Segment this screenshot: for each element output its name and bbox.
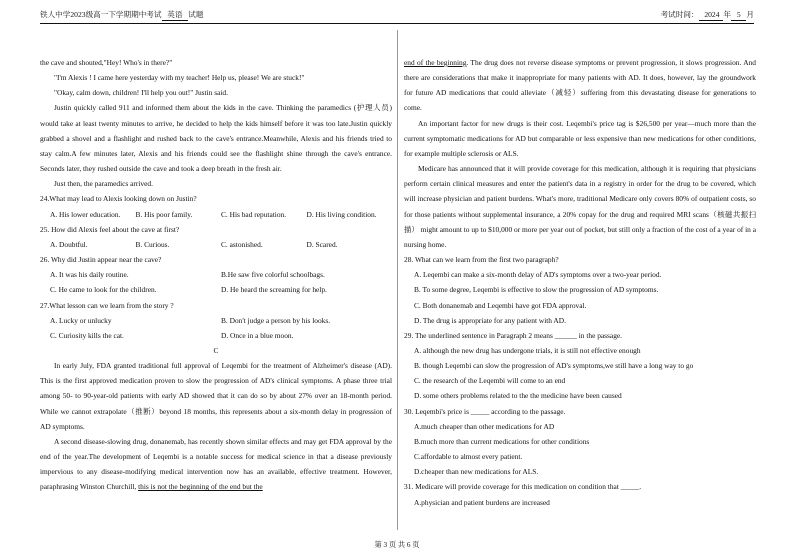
- page-header: [40, 8, 754, 22]
- column-divider: [397, 30, 398, 530]
- passage-text: . The drug does not reverse disease symptoms or prevent progression, it slows progression. And there are considerations that make it inappropriate for many patients with AD. It does, however, lay the groundwork for future AD medications that could alleviate（减轻）suffering from this devastating disease for generations to come.: [404, 58, 756, 113]
- question-29: 29. The underlined sentence in Paragraph 2 means ______ in the passage.: [404, 330, 623, 340]
- question-24-options: [40, 207, 392, 222]
- year-blank: [699, 10, 724, 21]
- exam-year: 2024: [704, 10, 720, 19]
- right-column: [404, 55, 756, 510]
- option: C. Curiosity kills the cat.: [50, 330, 124, 340]
- option: D. Scared.: [306, 239, 338, 249]
- exam-name: 级高一下学期期中考试: [85, 10, 162, 19]
- section-heading: C: [213, 345, 219, 355]
- story-line: "I'm Alexis ! I came here yesterday with my teacher! Help us, please! We are stuck!": [54, 73, 305, 83]
- header-exam-date: [661, 8, 754, 22]
- option: B. His poor family.: [135, 209, 193, 219]
- option: D. Once in a blue moon.: [221, 330, 294, 340]
- option: B. Curious.: [135, 239, 170, 249]
- question-26: 26. Why did Justin appear near the cave?: [40, 255, 162, 265]
- option: C. the research of the Leqembi will come to an end: [414, 376, 566, 386]
- option: C. He came to look for the children.: [50, 285, 157, 295]
- exam-month: 5: [736, 10, 741, 19]
- option: B. Don't judge a person by his looks.: [221, 315, 331, 325]
- school-name: 铁人中学: [40, 10, 71, 19]
- underlined-sentence-cont: end of the beginning: [404, 58, 467, 67]
- option: A. Lucky or unlucky: [50, 315, 112, 325]
- question-24: 24.What may lead to Alexis looking down on Justin?: [40, 194, 197, 204]
- option: C. Both donanemab and Leqembi have got FDA approval.: [414, 300, 587, 310]
- option: D. The drug is appropriate for any patient with AD.: [414, 315, 566, 325]
- page-number: 第 3 页 共 6 页: [374, 541, 420, 549]
- story-line: the cave and shouted,"Hey! Who's in there?": [40, 58, 173, 67]
- question-26-options-row2: [40, 282, 392, 297]
- question-27-options-row2: [40, 328, 392, 343]
- question-25-options: [40, 237, 392, 252]
- month-blank: [731, 10, 746, 21]
- option: B.He saw five colorful schoolbags.: [221, 270, 325, 280]
- story-line: "Okay, calm down, children! I'll help you out!" Justin said.: [54, 88, 228, 98]
- question-27-options-row1: [40, 313, 392, 328]
- option: A. Leqembi can make a six-month delay of AD's symptoms over a two-year period.: [414, 270, 662, 280]
- passage-paragraph-3: An important factor for new drugs is their cost. Leqembi's price tag is $26,500 per year—much more than the current symptomatic medications for AD but comparable or less expensive than new medications for other conditions, for example multiple sclerosis or ALS.: [404, 118, 756, 158]
- story-paragraph: Justin quickly called 911 and informed them about the kids in the cave. Thinking the paramedics (护理人员) would take at least twenty minutes to arrive, he decided to help the kids himself before it was too late.Justin quickly grabbed a shovel and a flashlight and rushed back to the cave's entrance.Meanwhile, Alexis and his friends tried to stay calm.A few minutes later, Alexis and his friends could see the flashlight shine through the cave's entrance. Seconds later, they rushed outside the cave and took a deep breath in the fresh air.: [40, 103, 392, 174]
- question-30: 30. Leqembi's price is _____ according to the passage.: [404, 406, 566, 416]
- subject: 英语: [167, 10, 183, 19]
- option: B.much more than current medications for other conditions: [414, 436, 590, 446]
- story-line: Just then, the paramedics arrived.: [54, 179, 153, 189]
- option: A. It was his daily routine.: [50, 270, 129, 280]
- option: A. His lower education.: [50, 209, 121, 219]
- question-31: 31. Medicare will provide coverage for this medication on condition that _____.: [404, 482, 642, 492]
- year-unit: 年: [723, 10, 732, 19]
- question-25: 25. How did Alexis feel about the cave at first?: [40, 224, 180, 234]
- passage-paragraph-1: In early July, FDA granted traditional full approval of Leqembi for the treatment of Alzheimer's disease (AD). This is the first approved medication proven to slow the progression of AD's clinical symptoms. A phase three trial among 50- to 90-year-old patients with early AD showed that it can do so by about 27% over an 18-month period. While we cannot extrapolate（推断）beyond 18 months, this represents about a six-month delay in progression of AD symptoms.: [40, 361, 392, 431]
- option: D. some others problems related to the the medicine have been caused: [414, 391, 622, 401]
- option: D. He heard the screaming for help.: [221, 285, 327, 295]
- question-26-options-row1: [40, 267, 392, 282]
- option: C.affordable to almost every patient.: [414, 452, 523, 462]
- subject-blank: [162, 10, 189, 21]
- passage-text: A second disease-slowing drug, donanemab, has recently shown similar effects and may get FDA approval by the end of the year.The development of Leqembi is a notable success for medical science in that a disease previously impervious to any disease-modifying medical intervention now has an available, effective treatment. However, paraphrasing Winston Churchill,: [40, 436, 392, 492]
- passage-paragraph-4: Medicare has announced that it will provide coverage for this medication, although it is requiring that physicians perform certain clinical measures and enter the patient's data in a registry in order for the drug to be covered, which will increase physician and patient burdens. What's more, traditional Medicare only covers 80% of outpatient costs, so for those patients without supplemental insurance, a 20% copay for the drug and required MRI scans（核磁共振扫描） might amount to up to $10,000 or more per year out of pocket, but still only a fraction of the cost of a year of in a nursing home.: [404, 164, 756, 249]
- date-label: 考试时间：: [660, 10, 699, 19]
- option: A.physician and patient burdens are increased: [414, 497, 550, 507]
- left-column: [40, 55, 392, 495]
- option: A. although the new drug has undergone trials, it is still not effective enough: [414, 345, 641, 355]
- option: C. astonished.: [221, 239, 263, 249]
- month-unit: 月: [746, 10, 754, 19]
- passage-paragraph-2: [40, 434, 392, 495]
- question-28: 28. What can we learn from the first two paragraph?: [404, 255, 559, 265]
- header-exam-title: [40, 8, 203, 22]
- underlined-sentence: this is not the beginning of the end but the: [138, 482, 263, 492]
- question-27: 27.What lesson can we learn from the story ?: [40, 300, 174, 310]
- grade-year: 2023: [70, 10, 86, 19]
- option: A. Doubtful.: [50, 239, 88, 249]
- title-suffix: 试题: [188, 10, 204, 19]
- option: D.cheaper than new medications for ALS.: [414, 467, 539, 477]
- header-rule: [40, 23, 754, 24]
- passage-paragraph-2-cont: [404, 55, 756, 116]
- option: D. His living condition.: [306, 209, 377, 219]
- option: B. To some degree, Leqembi is effective to slow the progression of AD symptoms.: [414, 285, 659, 295]
- option: C. His bad reputation.: [221, 209, 287, 219]
- option: B. though Leqembi can slow the progression of AD's symptoms,we still have a long way to go: [414, 361, 694, 371]
- option: A.much cheaper than other medications for AD: [414, 421, 555, 431]
